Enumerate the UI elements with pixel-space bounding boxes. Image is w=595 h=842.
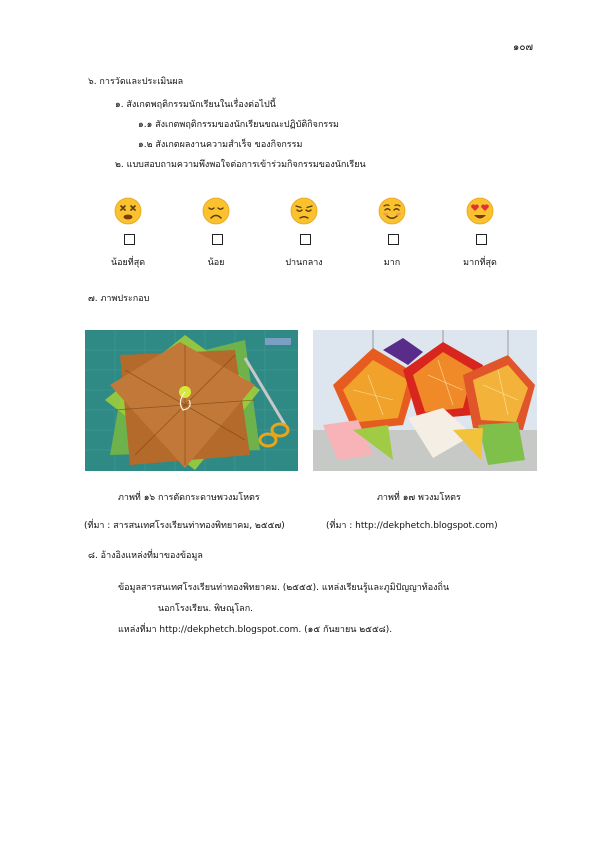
section8-title: ๘. อ้างอิงแหล่งที่มาของข้อมูล [88,551,203,561]
section6-item1: ๑. สังเกตพฤติกรรมนักเรียนในเรื่องต่อไปนี้ [115,100,276,110]
reference-1-line1: ข้อมูลสารสนเทศโรงเรียนท่าทองพิทยาคม. (๒๕๕๕). แหล่งเรียนรู้และภูมิปัญญาท้องถิ่น [118,583,450,593]
figure-16-caption: ภาพที่ ๑๖ การตัดกระดาษพวงมโหตร [118,493,260,503]
rating-label-2: น้อย [207,258,225,268]
section6-item1-2: ๑.๒ สังเกตผลงานความสำเร็จ ของกิจกรรม [138,140,303,150]
mahot-lantern-photo [313,330,537,471]
disappointed-face-icon [202,197,230,225]
pensive-face-icon [290,197,318,225]
rating-checkbox-2[interactable] [212,234,223,245]
rating-label-5: มากที่สุด [463,258,497,268]
rating-label-1: น้อยที่สุด [110,258,146,268]
reference-1-line2: นอกโรงเรียน. พิษณุโลก. [158,604,254,614]
heart-eyes-face-icon [466,197,494,225]
rating-label-4: มาก [383,258,401,268]
paper-cutting-photo [85,330,298,471]
section6-item1-1: ๑.๑ สังเกตพฤติกรรมของนักเรียนขณะปฏิบัติกิจกรรม [138,120,339,130]
rating-checkbox-1[interactable] [124,234,135,245]
rating-checkbox-5[interactable] [476,234,487,245]
rating-checkbox-4[interactable] [388,234,399,245]
section6-item2: ๒. แบบสอบถามความพึงพอใจต่อการเข้าร่วมกิจกรรมของนักเรียน [115,160,366,170]
reference-2: แหล่งที่มา http://dekphetch.blogspot.com. (๑๕ กันยายน ๒๕๕๘). [118,625,393,635]
section7-title: ๗. ภาพประกอบ [88,294,150,304]
rating-label-3: ปานกลาง [285,258,323,268]
figure-17-caption: ภาพที่ ๑๗ พวงมโหตร [377,493,461,503]
figure-16-source: (ที่มา : สารสนเทศโรงเรียนท่าทองพิทยาคม, ๒๕๕๗) [84,521,285,531]
page-number: ๑๐๗ [513,42,533,53]
figure-17-source: (ที่มา : http://dekphetch.blogspot.com) [326,521,498,531]
relieved-smile-face-icon [378,197,406,225]
dizzy-face-icon [114,197,142,225]
rating-checkbox-3[interactable] [300,234,311,245]
section6-title: ๖. การวัดและประเมินผล [88,77,184,87]
